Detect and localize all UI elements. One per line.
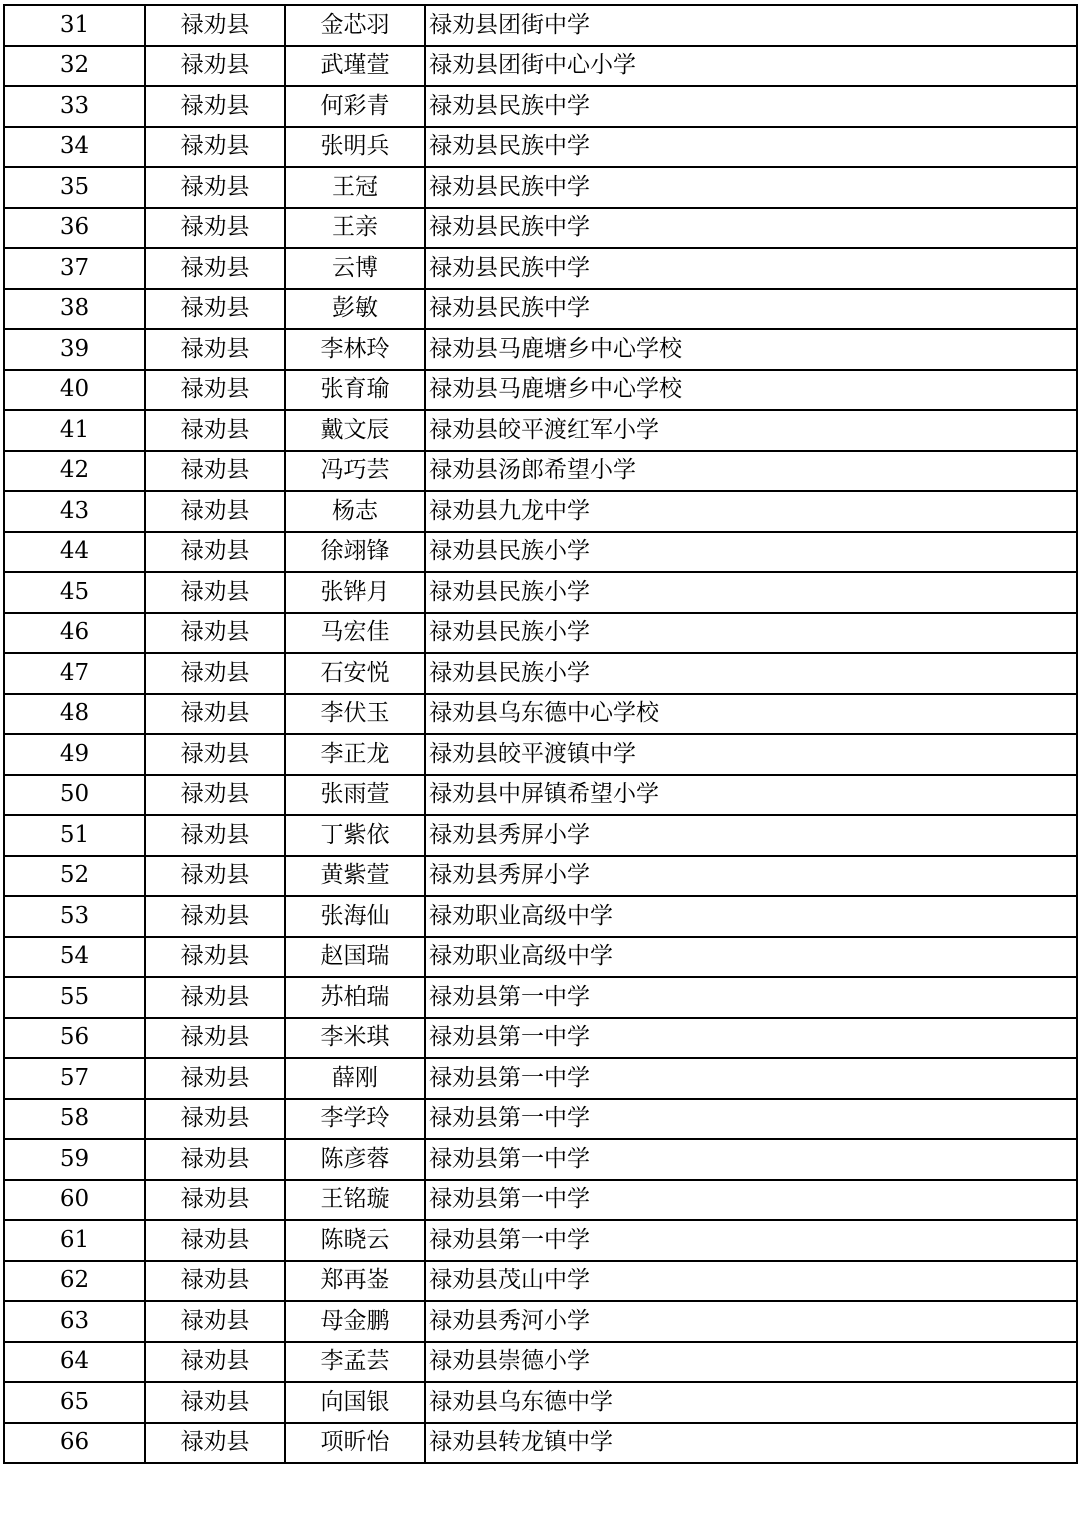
cell-number: 31 bbox=[4, 5, 145, 46]
cell-number: 54 bbox=[4, 937, 145, 978]
cell-county: 禄劝县 bbox=[145, 1382, 285, 1423]
table-row bbox=[4, 1180, 1077, 1221]
cell-name: 金芯羽 bbox=[285, 5, 425, 46]
table-row bbox=[4, 1342, 1077, 1383]
cell-number: 52 bbox=[4, 856, 145, 897]
cell-name: 郑再崟 bbox=[285, 1261, 425, 1302]
cell-school: 禄劝县秀屏小学 bbox=[425, 815, 1077, 856]
cell-school: 禄劝县民族中学 bbox=[425, 248, 1077, 289]
cell-county: 禄劝县 bbox=[145, 734, 285, 775]
cell-number: 59 bbox=[4, 1139, 145, 1180]
table-row bbox=[4, 1301, 1077, 1342]
cell-school: 禄劝县马鹿塘乡中心学校 bbox=[425, 329, 1077, 370]
table-row bbox=[4, 734, 1077, 775]
cell-county: 禄劝县 bbox=[145, 46, 285, 87]
cell-county: 禄劝县 bbox=[145, 977, 285, 1018]
cell-school: 禄劝县第一中学 bbox=[425, 1058, 1077, 1099]
cell-school: 禄劝职业高级中学 bbox=[425, 896, 1077, 937]
cell-county: 禄劝县 bbox=[145, 1342, 285, 1383]
cell-number: 47 bbox=[4, 653, 145, 694]
table-row bbox=[4, 613, 1077, 654]
cell-number: 66 bbox=[4, 1423, 145, 1464]
table-row bbox=[4, 1018, 1077, 1059]
cell-number: 41 bbox=[4, 410, 145, 451]
table-row bbox=[4, 856, 1077, 897]
cell-school: 禄劝县皎平渡红军小学 bbox=[425, 410, 1077, 451]
cell-name: 徐翊锋 bbox=[285, 532, 425, 573]
table-row bbox=[4, 1423, 1077, 1464]
cell-name: 李米琪 bbox=[285, 1018, 425, 1059]
table-row bbox=[4, 775, 1077, 816]
table-row bbox=[4, 1220, 1077, 1261]
cell-county: 禄劝县 bbox=[145, 86, 285, 127]
cell-school: 禄劝县第一中学 bbox=[425, 1220, 1077, 1261]
cell-number: 46 bbox=[4, 613, 145, 654]
cell-number: 61 bbox=[4, 1220, 145, 1261]
table-row bbox=[4, 289, 1077, 330]
cell-county: 禄劝县 bbox=[145, 1018, 285, 1059]
cell-school: 禄劝县中屏镇希望小学 bbox=[425, 775, 1077, 816]
cell-number: 33 bbox=[4, 86, 145, 127]
table-row bbox=[4, 532, 1077, 573]
cell-name: 武瑾萱 bbox=[285, 46, 425, 87]
cell-county: 禄劝县 bbox=[145, 653, 285, 694]
cell-county: 禄劝县 bbox=[145, 329, 285, 370]
cell-number: 34 bbox=[4, 127, 145, 168]
table-row bbox=[4, 491, 1077, 532]
table-row bbox=[4, 937, 1077, 978]
cell-county: 禄劝县 bbox=[145, 451, 285, 492]
cell-school: 禄劝县第一中学 bbox=[425, 977, 1077, 1018]
cell-name: 张海仙 bbox=[285, 896, 425, 937]
cell-county: 禄劝县 bbox=[145, 167, 285, 208]
cell-county: 禄劝县 bbox=[145, 127, 285, 168]
cell-number: 40 bbox=[4, 370, 145, 411]
cell-number: 57 bbox=[4, 1058, 145, 1099]
cell-number: 60 bbox=[4, 1180, 145, 1221]
cell-county: 禄劝县 bbox=[145, 572, 285, 613]
cell-number: 42 bbox=[4, 451, 145, 492]
cell-school: 禄劝县转龙镇中学 bbox=[425, 1423, 1077, 1464]
cell-county: 禄劝县 bbox=[145, 410, 285, 451]
cell-school: 禄劝县第一中学 bbox=[425, 1018, 1077, 1059]
cell-school: 禄劝县民族小学 bbox=[425, 532, 1077, 573]
cell-name: 李林玲 bbox=[285, 329, 425, 370]
cell-name: 戴文辰 bbox=[285, 410, 425, 451]
cell-name: 何彩青 bbox=[285, 86, 425, 127]
table-row bbox=[4, 1058, 1077, 1099]
cell-county: 禄劝县 bbox=[145, 208, 285, 249]
cell-number: 37 bbox=[4, 248, 145, 289]
cell-county: 禄劝县 bbox=[145, 613, 285, 654]
cell-name: 王亲 bbox=[285, 208, 425, 249]
cell-name: 张铧月 bbox=[285, 572, 425, 613]
cell-county: 禄劝县 bbox=[145, 1261, 285, 1302]
cell-name: 李伏玉 bbox=[285, 694, 425, 735]
cell-name: 杨志 bbox=[285, 491, 425, 532]
cell-school: 禄劝县乌东德中心学校 bbox=[425, 694, 1077, 735]
cell-school: 禄劝县汤郎希望小学 bbox=[425, 451, 1077, 492]
cell-school: 禄劝县民族中学 bbox=[425, 127, 1077, 168]
cell-number: 51 bbox=[4, 815, 145, 856]
table-row bbox=[4, 127, 1077, 168]
cell-number: 38 bbox=[4, 289, 145, 330]
cell-name: 项昕怡 bbox=[285, 1423, 425, 1464]
cell-name: 黄紫萱 bbox=[285, 856, 425, 897]
cell-number: 35 bbox=[4, 167, 145, 208]
table-row bbox=[4, 653, 1077, 694]
cell-school: 禄劝职业高级中学 bbox=[425, 937, 1077, 978]
cell-name: 王冠 bbox=[285, 167, 425, 208]
cell-school: 禄劝县民族中学 bbox=[425, 167, 1077, 208]
cell-name: 李正龙 bbox=[285, 734, 425, 775]
cell-county: 禄劝县 bbox=[145, 491, 285, 532]
table-row bbox=[4, 208, 1077, 249]
table-row bbox=[4, 410, 1077, 451]
cell-number: 43 bbox=[4, 491, 145, 532]
cell-county: 禄劝县 bbox=[145, 815, 285, 856]
table-row bbox=[4, 977, 1077, 1018]
cell-school: 禄劝县民族中学 bbox=[425, 208, 1077, 249]
cell-number: 49 bbox=[4, 734, 145, 775]
cell-number: 44 bbox=[4, 532, 145, 573]
cell-school: 禄劝县秀河小学 bbox=[425, 1301, 1077, 1342]
cell-school: 禄劝县第一中学 bbox=[425, 1139, 1077, 1180]
table-row bbox=[4, 46, 1077, 87]
cell-name: 母金鹏 bbox=[285, 1301, 425, 1342]
table-row bbox=[4, 1382, 1077, 1423]
cell-number: 53 bbox=[4, 896, 145, 937]
table-row bbox=[4, 248, 1077, 289]
cell-county: 禄劝县 bbox=[145, 775, 285, 816]
table-row bbox=[4, 694, 1077, 735]
cell-county: 禄劝县 bbox=[145, 937, 285, 978]
table-row bbox=[4, 815, 1077, 856]
cell-county: 禄劝县 bbox=[145, 1180, 285, 1221]
table-row bbox=[4, 5, 1077, 46]
cell-school: 禄劝县团街中心小学 bbox=[425, 46, 1077, 87]
cell-number: 56 bbox=[4, 1018, 145, 1059]
cell-name: 李孟芸 bbox=[285, 1342, 425, 1383]
table-row bbox=[4, 572, 1077, 613]
cell-name: 张明兵 bbox=[285, 127, 425, 168]
cell-name: 冯巧芸 bbox=[285, 451, 425, 492]
cell-county: 禄劝县 bbox=[145, 289, 285, 330]
table-row bbox=[4, 329, 1077, 370]
cell-county: 禄劝县 bbox=[145, 856, 285, 897]
cell-county: 禄劝县 bbox=[145, 1099, 285, 1140]
cell-school: 禄劝县马鹿塘乡中心学校 bbox=[425, 370, 1077, 411]
cell-name: 石安悦 bbox=[285, 653, 425, 694]
cell-county: 禄劝县 bbox=[145, 532, 285, 573]
cell-name: 张育瑜 bbox=[285, 370, 425, 411]
cell-school: 禄劝县崇德小学 bbox=[425, 1342, 1077, 1383]
cell-name: 彭敏 bbox=[285, 289, 425, 330]
table-row bbox=[4, 167, 1077, 208]
cell-number: 65 bbox=[4, 1382, 145, 1423]
table-row bbox=[4, 451, 1077, 492]
table-row bbox=[4, 370, 1077, 411]
table-row bbox=[4, 1099, 1077, 1140]
cell-school: 禄劝县茂山中学 bbox=[425, 1261, 1077, 1302]
cell-county: 禄劝县 bbox=[145, 370, 285, 411]
cell-county: 禄劝县 bbox=[145, 1423, 285, 1464]
cell-name: 丁紫依 bbox=[285, 815, 425, 856]
cell-school: 禄劝县民族中学 bbox=[425, 289, 1077, 330]
cell-county: 禄劝县 bbox=[145, 248, 285, 289]
cell-school: 禄劝县团街中学 bbox=[425, 5, 1077, 46]
cell-county: 禄劝县 bbox=[145, 5, 285, 46]
cell-name: 云博 bbox=[285, 248, 425, 289]
cell-number: 48 bbox=[4, 694, 145, 735]
cell-school: 禄劝县乌东德中学 bbox=[425, 1382, 1077, 1423]
cell-number: 36 bbox=[4, 208, 145, 249]
cell-number: 62 bbox=[4, 1261, 145, 1302]
cell-name: 张雨萱 bbox=[285, 775, 425, 816]
cell-county: 禄劝县 bbox=[145, 1220, 285, 1261]
cell-number: 55 bbox=[4, 977, 145, 1018]
cell-name: 陈彦蓉 bbox=[285, 1139, 425, 1180]
cell-school: 禄劝县第一中学 bbox=[425, 1180, 1077, 1221]
cell-name: 马宏佳 bbox=[285, 613, 425, 654]
cell-school: 禄劝县第一中学 bbox=[425, 1099, 1077, 1140]
cell-school: 禄劝县民族小学 bbox=[425, 572, 1077, 613]
cell-number: 63 bbox=[4, 1301, 145, 1342]
cell-school: 禄劝县九龙中学 bbox=[425, 491, 1077, 532]
cell-number: 64 bbox=[4, 1342, 145, 1383]
roster-table-body bbox=[4, 5, 1077, 1463]
cell-county: 禄劝县 bbox=[145, 1139, 285, 1180]
cell-school: 禄劝县皎平渡镇中学 bbox=[425, 734, 1077, 775]
cell-county: 禄劝县 bbox=[145, 896, 285, 937]
cell-number: 45 bbox=[4, 572, 145, 613]
cell-school: 禄劝县民族小学 bbox=[425, 653, 1077, 694]
table-row bbox=[4, 86, 1077, 127]
cell-name: 苏柏瑞 bbox=[285, 977, 425, 1018]
table-row bbox=[4, 1261, 1077, 1302]
cell-name: 王铭璇 bbox=[285, 1180, 425, 1221]
cell-number: 32 bbox=[4, 46, 145, 87]
cell-school: 禄劝县秀屏小学 bbox=[425, 856, 1077, 897]
cell-number: 58 bbox=[4, 1099, 145, 1140]
cell-school: 禄劝县民族中学 bbox=[425, 86, 1077, 127]
cell-number: 50 bbox=[4, 775, 145, 816]
cell-number: 39 bbox=[4, 329, 145, 370]
cell-county: 禄劝县 bbox=[145, 694, 285, 735]
cell-name: 向国银 bbox=[285, 1382, 425, 1423]
cell-name: 李学玲 bbox=[285, 1099, 425, 1140]
roster-table bbox=[3, 4, 1078, 1464]
cell-name: 薛刚 bbox=[285, 1058, 425, 1099]
cell-name: 陈晓云 bbox=[285, 1220, 425, 1261]
cell-school: 禄劝县民族小学 bbox=[425, 613, 1077, 654]
table-row bbox=[4, 896, 1077, 937]
table-row bbox=[4, 1139, 1077, 1180]
cell-county: 禄劝县 bbox=[145, 1058, 285, 1099]
cell-name: 赵国瑞 bbox=[285, 937, 425, 978]
cell-county: 禄劝县 bbox=[145, 1301, 285, 1342]
